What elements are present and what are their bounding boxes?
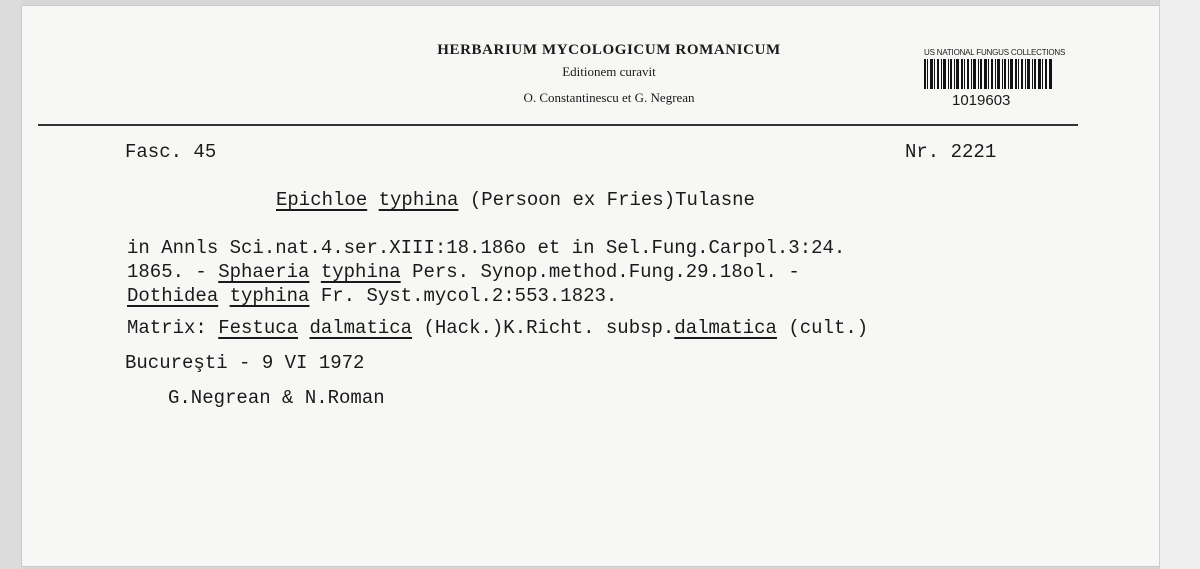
fascicle-number: Fasc. 45 <box>125 141 217 163</box>
synonym-2-genus: Dothidea <box>127 285 219 307</box>
citation-line-2-suffix: Pers. Synop.method.Fung.29.18ol. - <box>400 261 800 283</box>
taxon-name <box>276 189 755 211</box>
taxon-genus: Epichloe <box>276 189 368 211</box>
host-species: dalmatica <box>309 317 413 339</box>
locality-date: Bucureşti - 9 VI 1972 <box>125 352 365 374</box>
taxon-species: typhina <box>378 189 459 211</box>
matrix-suffix: (cult.) <box>776 317 869 339</box>
synonym-1-species: typhina <box>320 261 401 283</box>
citation-line-3-suffix: Fr. Syst.mycol.2:553.1823. <box>309 285 618 307</box>
editor-subtitle: Editionem curavit <box>562 64 656 79</box>
taxon-authority: (Persoon ex Fries)Tulasne <box>469 189 755 211</box>
citation-block <box>127 236 845 308</box>
barcode-label <box>922 48 1066 110</box>
synonym-2-species: typhina <box>229 285 310 307</box>
host-subspecies: dalmatica <box>674 317 777 339</box>
herbarium-title: HERBARIUM MYCOLOGICUM ROMANICUM <box>437 42 781 58</box>
citation-line-3 <box>127 284 845 308</box>
citation-line-2 <box>127 260 845 284</box>
barcode-number: 1019603 <box>952 92 1011 109</box>
collectors: G.Negrean & N.Roman <box>168 387 385 409</box>
citation-line-1: in Annls Sci.nat.4.ser.XIII:18.186o et in Sel.Fung.Carpol.3:24. <box>127 237 846 259</box>
matrix-line <box>127 317 868 339</box>
editors: O. Constantinescu et G. Negrean <box>523 90 695 105</box>
barcode-caption: US NATIONAL FUNGUS COLLECTIONS <box>924 48 1066 57</box>
citation-line-2-prefix: 1865. - <box>127 261 219 283</box>
host-genus: Festuca <box>218 317 299 339</box>
synonym-1-genus: Sphaeria <box>218 261 310 283</box>
specimen-number: Nr. 2221 <box>905 141 997 163</box>
header-divider <box>38 124 1078 126</box>
matrix-prefix: Matrix: <box>127 317 219 339</box>
barcode-icon <box>922 59 1054 89</box>
matrix-mid: (Hack.)K.Richt. subsp. <box>412 317 675 339</box>
